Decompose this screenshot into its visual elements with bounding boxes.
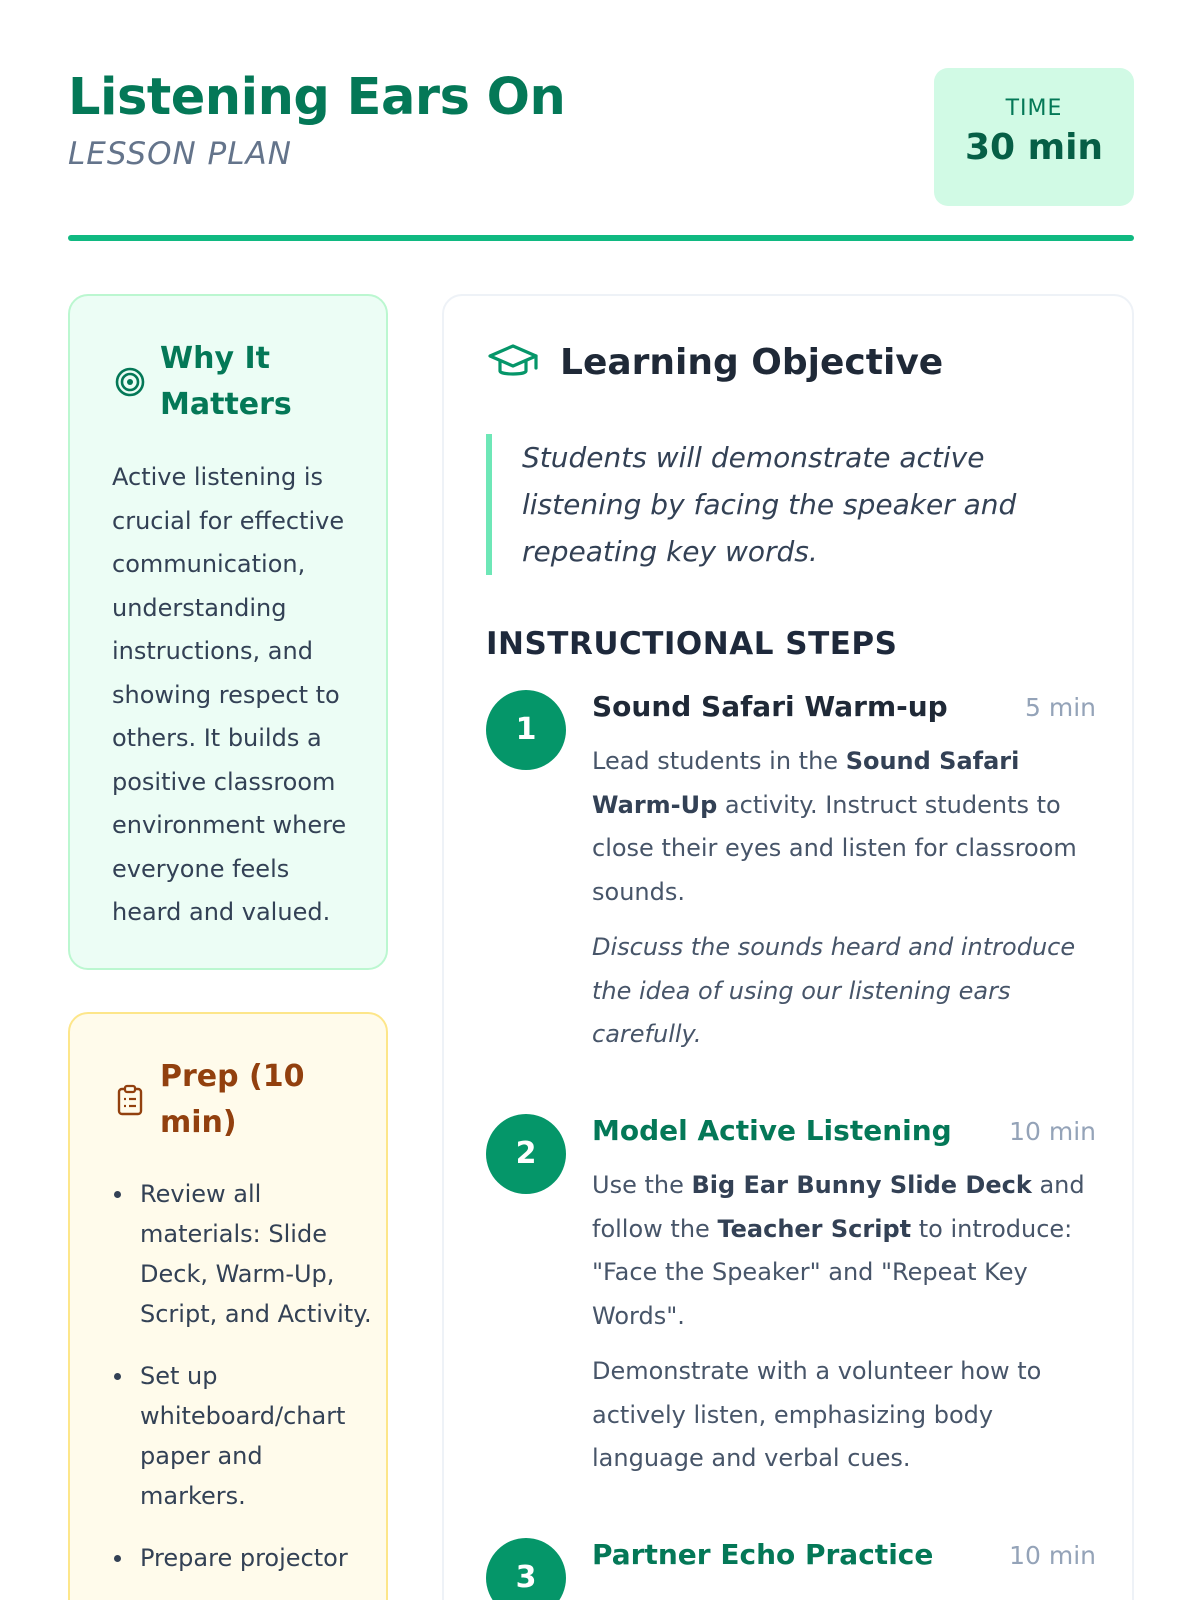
step-description	[592, 1164, 1096, 1338]
prep-item: Review all materials: Slide Deck, Warm-Up, Script, and Activity.	[112, 1174, 372, 1334]
step-note: Demonstrate with a volunteer how to actively listen, emphasizing body language and verbal cues.	[592, 1357, 1042, 1472]
objective-statement: Students will demonstrate active listening by facing the speaker and repeating key words.	[486, 434, 1096, 575]
step-title: Model Active Listening	[592, 1114, 952, 1147]
step-text-bold: Teacher Script	[717, 1214, 912, 1243]
clipboard-icon	[112, 1082, 148, 1118]
page-title: Listening Ears On	[68, 68, 566, 127]
step-title: Sound Safari Warm-up	[592, 690, 948, 723]
step-body	[592, 1114, 1096, 1481]
step-number-badge: 1	[486, 690, 566, 770]
step-text: Lead students in the	[592, 747, 846, 775]
objective-title: Learning Objective	[560, 341, 944, 383]
time-value: 30 min	[964, 127, 1104, 168]
steps-heading: INSTRUCTIONAL STEPS	[486, 626, 898, 662]
prep-item: Set up whiteboard/chart paper and markers.	[112, 1356, 372, 1516]
prep-card	[68, 1012, 388, 1600]
step-text-bold: Sound Safari Warm-Up	[592, 747, 1020, 819]
prep-card-header	[112, 1054, 320, 1146]
step-text: and follow the	[592, 1171, 1085, 1243]
time-label: TIME	[1005, 96, 1063, 121]
step-title-row	[592, 1114, 1096, 1160]
time-badge	[934, 68, 1134, 206]
step-text-bold: Big Ear Bunny Slide Deck	[691, 1171, 1032, 1199]
header-divider	[68, 235, 1134, 241]
step-note: Discuss the sounds heard and introduce the idea of using our listening ears carefully.	[592, 933, 1076, 1048]
step-body	[592, 1538, 1096, 1584]
why-it-matters-card	[68, 294, 388, 970]
page-subtitle: LESSON PLAN	[68, 136, 292, 172]
step-text: Use the	[592, 1171, 692, 1199]
step-description	[592, 740, 1096, 914]
step-title: Partner Echo Practice	[592, 1538, 934, 1571]
step-number-badge: 2	[486, 1114, 566, 1194]
lesson-header	[68, 66, 1134, 206]
prep-card-title: Prep (10 min)	[160, 1059, 305, 1140]
step-text: activity. Instruct students to close their eyes and listen for classroom sounds.	[592, 790, 1077, 906]
step-title-row	[592, 1538, 1096, 1584]
why-card-header	[112, 336, 320, 428]
step-number-badge: 3	[486, 1538, 566, 1600]
step-duration: 10 min	[1009, 1117, 1096, 1146]
step-body	[592, 690, 1096, 1057]
step-text: to introduce: "Face the Speaker" and "Repeat Key Words".	[592, 1214, 1073, 1330]
why-card-title: Why It Matters	[160, 341, 292, 422]
why-card-body: Active listening is crucial for effective communication, understanding instructions, and showing respect to others. It builds a positive classroom environment where everyone feels heard and valued.	[112, 463, 347, 926]
learning-objective-card	[442, 294, 1134, 1600]
target-icon	[112, 364, 148, 400]
step-title-row	[592, 690, 1096, 736]
objective-header	[486, 340, 943, 384]
prep-list	[112, 1174, 372, 1600]
prep-item: Prepare projector	[112, 1538, 372, 1578]
step-duration: 5 min	[1025, 693, 1096, 722]
step-duration: 10 min	[1009, 1541, 1096, 1570]
graduation-cap-icon	[486, 340, 540, 384]
